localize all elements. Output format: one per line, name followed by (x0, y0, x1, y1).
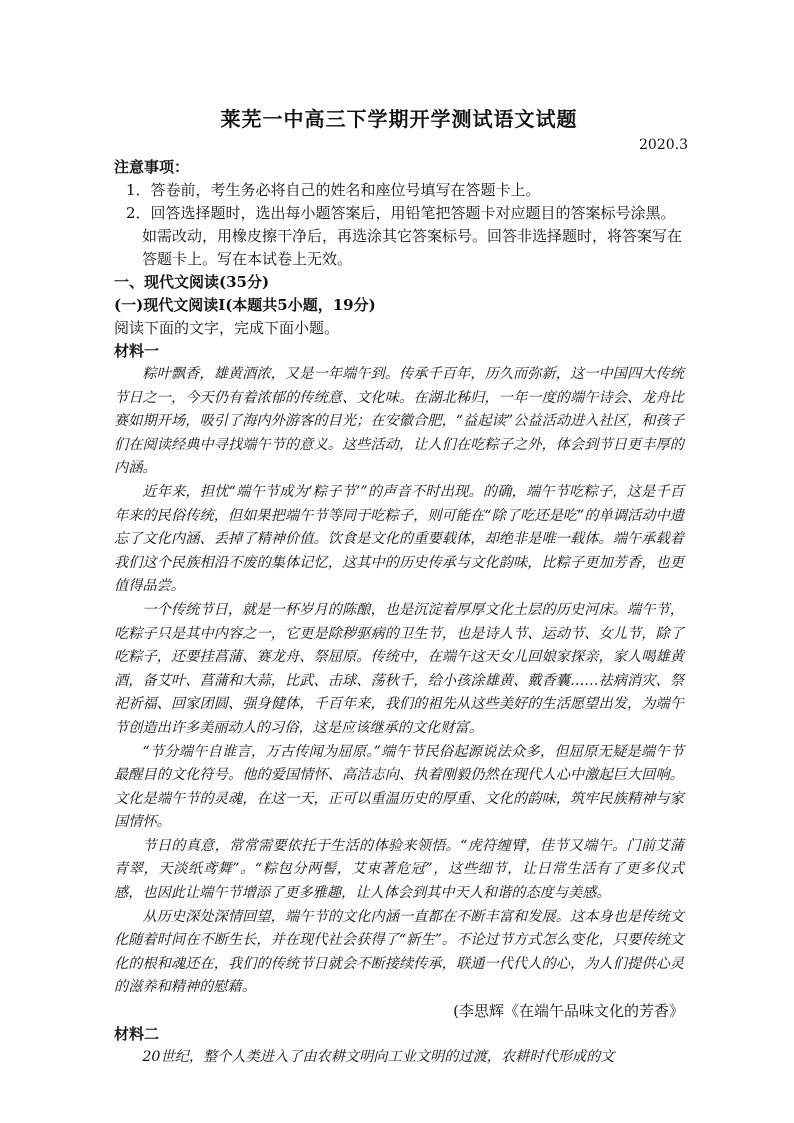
subsection-heading: (一)现代文阅读Ⅰ(本题共5小题，19分) (114, 296, 376, 314)
section-heading: 一、现代文阅读(35分) (114, 273, 270, 291)
material1-paragraph: “节分端午自谁言，万古传闻为屈原。”端午节民俗起源说法众多，但屈原无疑是端午节最醒目的文化符号。他的爱国情怀、高洁志向、执着刚毅仍然在现代人心中激起巨大回响。文化是端午节的灵魂，在这一天，正可以重温历史的厚重、文化的韵味，筑牢民族精神与家国情怀。 (114, 743, 684, 831)
material2-label: 材料二 (114, 1025, 160, 1044)
material1-source: (李思辉《在端午品味文化的芳香》 (453, 1002, 684, 1021)
exam-date: 2020.3 (639, 137, 688, 153)
material1-paragraph: 一个传统节日，就是一杯岁月的陈酿，也是沉淀着厚厚文化土层的历史河床。端午节，吃粽子只是其中内容之一，它更是除秽驱病的卫生节，也是诗人节、运动节、女儿节，除了吃粽子，还要挂菖蒲、赛龙舟、祭屈原。传统中，在端午这天女儿回娘家探亲，家人喝雄黄酒，备艾叶、菖蒲和大蒜，比武、击球、荡秋千，给小孩涂雄黄、戴香囊……祛病消灾、祭祀祈福、回家团圆、强身健体，千百年来，我们的祖先从这些美好的生活愿望出发，为端午节创造出许多美丽动人的习俗，这是应该继承的文化财富。 (114, 601, 684, 736)
notes-heading: 注意事项： (114, 158, 190, 176)
material1-paragraph: 粽叶飘香，雄黄酒浓，又是一年端午到。传承千百年，历久而弥新，这一中国四大传统节日之一，今天仍有着浓郁的传统意、文化味。在湖北秭归，一年一度的端午诗会、龙舟比赛如期开场，吸引了海内外游客的目光；在安徽合肥，“益起读”公益活动进入社区，和孩子们在阅读经典中寻找端午节的意义。这些活动，让人们在吃粽子之外，体会到节日更丰厚的内涵。 (114, 366, 684, 477)
material1-paragraph: 从历史深处深情回望，端午节的文化内涵一直都在不断丰富和发展。这本身也是传统文化随着时间在不断生长，并在现代社会获得了“新生”。不论过节方式怎么变化，只要传统文化的根和魂还在，我们的传统节日就会不断接续传承，联通一代代人的心，为人们提供心灵的滋养和精神的慰藉。 (114, 908, 684, 996)
material2-paragraph: 20世纪，整个人类进入了由农耕文明向工业文明的过渡，农耕时代形成的文 (142, 1049, 615, 1066)
exam-page (114, 100, 688, 1070)
material1-paragraph: 节日的真意，常常需要依托于生活的体验来领悟。“虎符缠臂，佳节又端午。门前艾蒲青翠，天淡纸鸢舞”。“粽包分两髻，艾束著危冠”，这些细节，让日常生活有了更多仪式感，也因此让端午节增添了更多雅趣，让人体会到其中天人和谐的态度与美感。 (114, 837, 684, 902)
note-item-2: 2．回答选择题时，选出每小题答案后，用铅笔把答题卡对应题目的答案标号涂黑。如需改动，用橡皮擦干净后，再选涂其它答案标号。回答非选择题时，将答案写在答题卡上。写在本试卷上无效。 (126, 204, 683, 268)
reading-instruction: 阅读下面的文字，完成下面小题。 (114, 319, 340, 337)
material1-label: 材料一 (114, 342, 160, 360)
material1-paragraph: 近年来，担忧“端午节成为‘粽子节’”的声音不时出现。的确，端午节吃粽子，这是千百年来的民俗传统，但如果把端午节等同于吃粽子，则可能在“除了吃还是吃”的单调活动中遗忘了文化内涵、丢掉了精神价值。饮食是文化的重要载体，却绝非是唯一载体。端午承载着我们这个民族相沿不废的集体记忆，这其中的历史传承与文化韵味，比粽子更加芳香，也更值得品尝。 (114, 483, 684, 595)
note-item-1: 1．答卷前，考生务必将自己的姓名和座位号填写在答题卡上。 (126, 181, 541, 199)
exam-title: 莱芜一中高三下学期开学测试语文试题 (220, 107, 578, 131)
